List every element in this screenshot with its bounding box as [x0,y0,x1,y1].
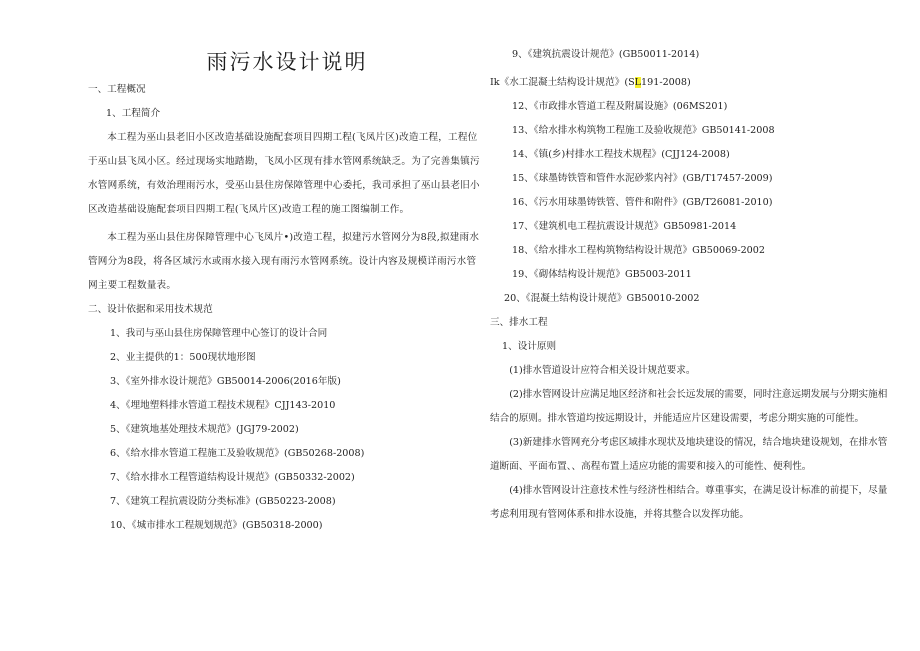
reference-item: 2、业主提供的1：500现状地形图 [110,352,256,363]
intro-paragraph-2: 本工程为巫山县住房保障管理中心飞凤片•)改造工程，拟建污水管网分为8段,拟建雨水管网分为8段，将各区域污水或雨水接入现有雨污水管网系统。设计内容及规模详雨污水管网主要工程数量表。 [88,232,480,291]
subsection-heading-intro: 1、工程简介 [106,108,161,119]
left-column [88,78,486,538]
reference-item: 19、《砌体结构设计规范》GB5003-2011 [512,269,692,280]
intro-paragraph-1: 本工程为巫山县老旧小区改造基础设施配套项目四期工程(飞凤片区)改造工程，工程位于巫山县飞凤小区。经过现场实地踏勘，飞凤小区现有排水管网系统缺乏。为了完善集镇污水管网系统，有效治理雨污水，受巫山县住房保障管理中心委托，我司承担了巫山县老旧小区改造基础设施配套项目四期工程(飞凤片区)改造工程的施工图编制工作。 [88,132,480,215]
reference-item: 14、《镇(乡)村排水工程技术规程》(CJJ124-2008) [512,149,730,160]
page-title: 雨污水设计说明 [206,50,368,74]
principle-paragraph-3: (3)新建排水管网充分考虑区域排水现状及地块建设的情况，结合地块建设规划，在排水管道断面、平面布置、、高程布置上适应功能的需要和接入的可能性、便利性。 [490,437,888,472]
section-heading-overview: 一、工程概况 [88,84,146,95]
section-heading-drainage: 三、排水工程 [490,317,548,328]
reference-item: 1、我司与巫山县住房保障管理中心签订的设计合同 [110,328,328,339]
highlight-mark: L [634,77,642,88]
reference-item: 6、《给水排水管道工程施工及验收规范》(GB50268-2008) [110,448,365,459]
reference-item: 20、《混凝土结构设计规范》GB50010-2002 [504,293,700,304]
reference-text: 191-2008) [641,77,691,88]
reference-item: 13、《给水排水构筑物工程施工及验收规范》GB50141-2008 [512,125,775,136]
reference-item: 15、《球墨铸铁管和管件水泥砂浆内衬》(GB/T17457-2009) [512,173,773,184]
reference-item: 10、《城市排水工程规划规范》(GB50318-2000) [110,520,323,531]
principle-paragraph-4: (4)排水管网设计注意技术性与经济性相结合。尊重事实，在满足设计标准的前提下，尽量考虑利用现有管网体系和排水设施，并将其整合以发挥功能。 [490,485,888,520]
subsection-heading-principles: 1、设计原则 [502,341,557,352]
principle-paragraph-2: (2)排水管网设计应满足地区经济和社会长远发展的需要，同时注意远期发展与分期实施相结合的原则。排水管道均按远期设计，并能适应片区建设需要，考虑分期实施的可能性。 [490,389,888,424]
reference-item: 9、《建筑抗震设计规范》(GB50011-2014) [512,49,700,60]
reference-item: 17、《建筑机电工程抗震设计规范》GB50981-2014 [512,221,737,232]
reference-text: Ik《水工混凝土结构设计规范》(S [490,77,635,88]
reference-item: 4、《埋地塑料排水管道工程技术规程》CJJ143-2010 [110,400,336,411]
reference-item: 16、《污水用球墨铸铁管、管件和附件》(GB/T26081-2010) [512,197,773,208]
right-column [490,43,890,527]
reference-item: 18、《给水排水工程构筑物结构设计规范》GB50069-2002 [512,245,765,256]
reference-item: 5、《建筑地基处理技术规范》(JGJ79-2002) [110,424,299,435]
reference-item-highlighted [490,71,890,95]
reference-item: 7、《给水排水工程管道结构设计规范》(GB50332-2002) [110,472,355,483]
reference-item: 12、《市政排水管道工程及附属设施》(06MS201) [512,101,728,112]
reference-item: 3、《室外排水设计规范》GB50014-2006(2016年版) [110,376,341,387]
section-heading-basis: 二、设计依据和采用技术规范 [88,304,213,315]
principle-paragraph-1: (1)排水管道设计应符合相关设计规范要求。 [509,365,696,376]
reference-item: 7、《建筑工程抗震设防分类标准》(GB50223-2008) [110,496,336,507]
